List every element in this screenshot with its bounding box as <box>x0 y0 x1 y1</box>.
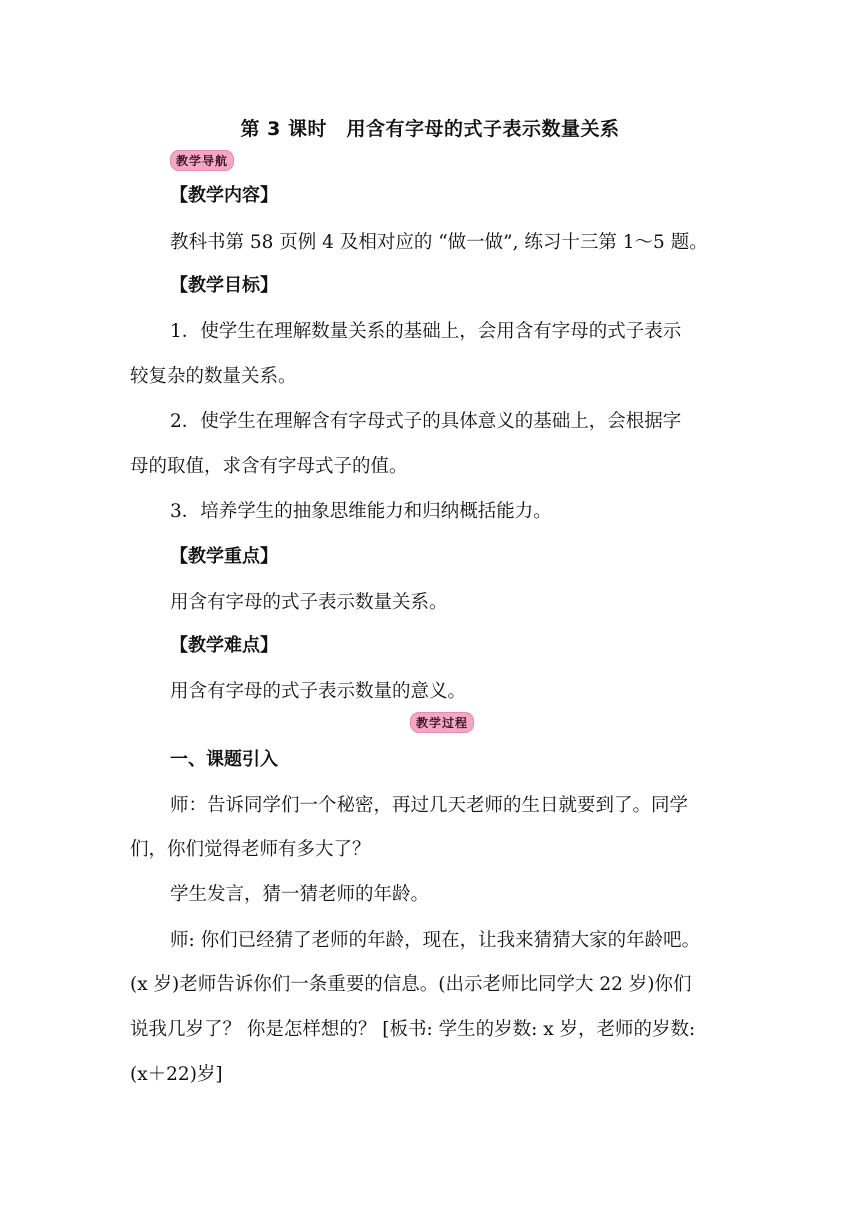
paragraph-3-line-3: 说我几岁了？ 你是怎样想的？ [板书: 学生的岁数: x 岁，老师的岁数: <box>130 1019 696 1040</box>
goal-1-line-2: 较复杂的数量关系。 <box>130 366 297 387</box>
goal-2-line-2: 母的取值，求含有字母式子的值。 <box>130 456 408 477</box>
paragraph-1-line-1: 师：告诉同学们一个秘密，再过几天老师的生日就要到了。同学 <box>170 795 689 816</box>
difficulty-heading: 【教学难点】 <box>170 635 278 656</box>
content-text: 教科书第 58 页例 4 及相对应的 “做一做”, 练习十三第 1～5 题。 <box>170 232 708 253</box>
teaching-process-badge: 教学过程 <box>410 712 474 733</box>
goal-3: 3．培养学生的抽象思维能力和归纳概括能力。 <box>170 501 552 522</box>
content-heading: 【教学内容】 <box>170 185 278 206</box>
goal-2-line-1: 2．使学生在理解含有字母式子的具体意义的基础上，会根据字 <box>170 411 682 432</box>
paragraph-3-line-1: 师: 你们已经猜了老师的年龄，现在，让我来猜猜大家的年龄吧。 <box>170 930 701 951</box>
paragraph-2: 学生发言，猜一猜老师的年龄。 <box>170 884 430 905</box>
paragraph-3-line-4: (x＋22)岁] <box>130 1064 223 1085</box>
key-point-heading: 【教学重点】 <box>170 546 278 567</box>
goal-1-line-1: 1．使学生在理解数量关系的基础上，会用含有字母的式子表示 <box>170 321 682 342</box>
lesson-title: 第 3 课时 用含有字母的式子表示数量关系 <box>240 118 620 140</box>
key-point-text: 用含有字母的式子表示数量关系。 <box>170 592 448 613</box>
difficulty-text: 用含有字母的式子表示数量的意义。 <box>170 681 467 702</box>
paragraph-1-line-2: 们，你们觉得老师有多大了？ <box>130 839 371 860</box>
paragraph-3-line-2: (x 岁)老师告诉你们一条重要的信息。(出示老师比同学大 22 岁)你们 <box>130 974 692 995</box>
step-1-heading: 一、课题引入 <box>170 749 278 770</box>
teaching-guide-badge: 教学导航 <box>170 150 234 171</box>
goals-heading: 【教学目标】 <box>170 275 278 296</box>
